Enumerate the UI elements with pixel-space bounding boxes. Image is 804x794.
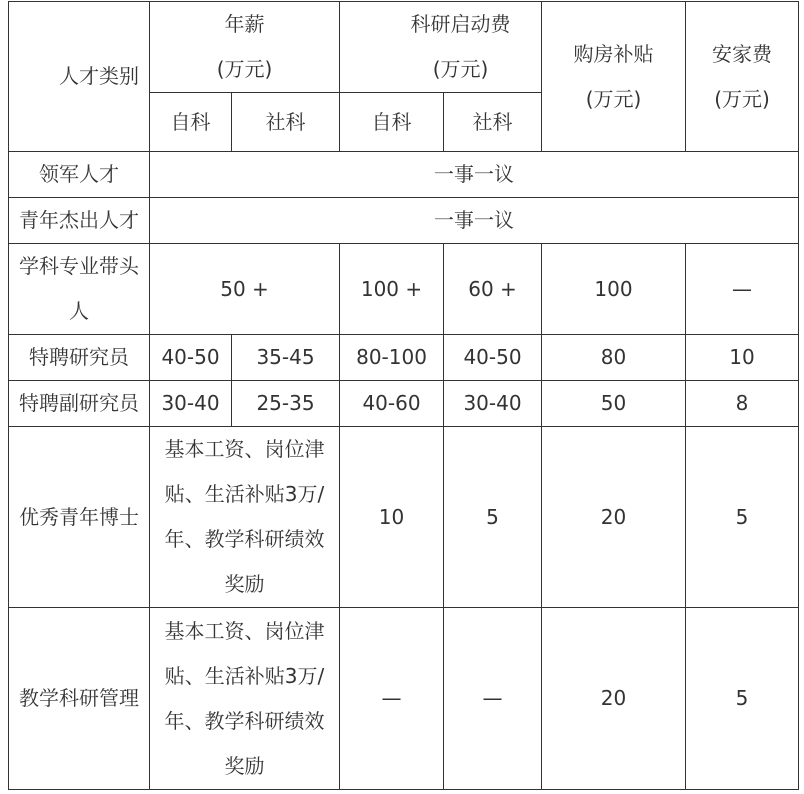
cell-housing: 20 bbox=[542, 608, 686, 790]
cell-fund-social: 5 bbox=[444, 427, 542, 608]
cell-fund-science: 10 bbox=[340, 427, 444, 608]
row-label bbox=[9, 244, 150, 335]
salary-description-line: 贴、生活补贴3万/ bbox=[164, 482, 325, 506]
salary-description-line: 基本工资、岗位津 bbox=[164, 437, 325, 461]
row-label: 教学科研管理 bbox=[9, 608, 150, 790]
table-row bbox=[9, 427, 799, 608]
salary-description-line: 基本工资、岗位津 bbox=[164, 618, 325, 643]
table-row bbox=[9, 198, 799, 244]
cell-salary-social: 35-45 bbox=[232, 335, 340, 381]
cell-fund-social: 40-50 bbox=[444, 335, 542, 381]
cell-housing: 100 bbox=[542, 244, 686, 335]
cell-fund-science: 40-60 bbox=[340, 381, 444, 427]
salary-description-line: 年、教学科研绩效 bbox=[164, 527, 325, 551]
header-salary bbox=[150, 2, 340, 93]
row-label: 特聘副研究员 bbox=[9, 381, 150, 427]
cell-settling: 5 bbox=[686, 427, 799, 608]
table-row bbox=[9, 244, 799, 335]
cell-housing: 20 bbox=[542, 427, 686, 608]
subheader-fund-science: 自科 bbox=[340, 93, 444, 152]
cell-settling: — bbox=[686, 244, 799, 335]
cell-settling: 5 bbox=[686, 608, 799, 790]
cell-fund-science: 100 + bbox=[340, 244, 444, 335]
table-row bbox=[9, 381, 799, 427]
header-research-fund-unit: (万元) bbox=[432, 57, 489, 81]
subheader-fund-social: 社科 bbox=[444, 93, 542, 152]
cell-fund-science: — bbox=[340, 608, 444, 790]
header-salary-unit: (万元) bbox=[216, 57, 273, 81]
cell-salary-science: 40-50 bbox=[150, 335, 232, 381]
cell-salary-science: 30-40 bbox=[150, 381, 232, 427]
cell-salary-description bbox=[150, 608, 340, 790]
row-label-line: 人 bbox=[69, 299, 89, 323]
header-row bbox=[9, 2, 799, 93]
cell-salary: 50 + bbox=[150, 244, 340, 335]
cell-salary-description bbox=[150, 427, 340, 608]
header-salary-title: 年薪 bbox=[224, 12, 265, 36]
cell-salary-social: 25-35 bbox=[232, 381, 340, 427]
cell-fund-social: 30-40 bbox=[444, 381, 542, 427]
cell-fund-social: 60 + bbox=[444, 244, 542, 335]
header-housing-title: 购房补贴 bbox=[573, 41, 654, 66]
table-row bbox=[9, 335, 799, 381]
header-category: 人才类别 bbox=[9, 2, 150, 152]
talent-compensation-table bbox=[8, 1, 799, 790]
cell-fund-social: — bbox=[444, 608, 542, 790]
cell-fund-science: 80-100 bbox=[340, 335, 444, 381]
cell-settling: 8 bbox=[686, 381, 799, 427]
table-row bbox=[9, 152, 799, 198]
cell-housing: 50 bbox=[542, 381, 686, 427]
header-housing-unit: (万元) bbox=[585, 86, 642, 111]
salary-description-line: 贴、生活补贴3万/ bbox=[164, 663, 325, 688]
cell-negotiable: 一事一议 bbox=[150, 198, 799, 244]
cell-housing: 80 bbox=[542, 335, 686, 381]
cell-settling: 10 bbox=[686, 335, 799, 381]
salary-description-line: 年、教学科研绩效 bbox=[164, 708, 325, 733]
subheader-salary-science: 自科 bbox=[150, 93, 232, 152]
header-research-fund bbox=[340, 2, 542, 93]
header-research-fund-title: 科研启动费 bbox=[410, 12, 511, 36]
header-settling-title: 安家费 bbox=[712, 41, 773, 66]
row-label: 优秀青年博士 bbox=[9, 427, 150, 608]
table-row bbox=[9, 608, 799, 790]
header-settling-unit: (万元) bbox=[714, 86, 770, 111]
header-housing bbox=[542, 2, 686, 152]
salary-description-line: 奖励 bbox=[224, 572, 265, 596]
header-settling bbox=[686, 2, 799, 152]
salary-description-line: 奖励 bbox=[224, 753, 265, 778]
row-label-line: 学科专业带头 bbox=[19, 254, 139, 278]
subheader-salary-social: 社科 bbox=[232, 93, 340, 152]
cell-negotiable: 一事一议 bbox=[150, 152, 799, 198]
row-label: 领军人才 bbox=[9, 152, 150, 198]
row-label: 青年杰出人才 bbox=[9, 198, 150, 244]
row-label: 特聘研究员 bbox=[9, 335, 150, 381]
